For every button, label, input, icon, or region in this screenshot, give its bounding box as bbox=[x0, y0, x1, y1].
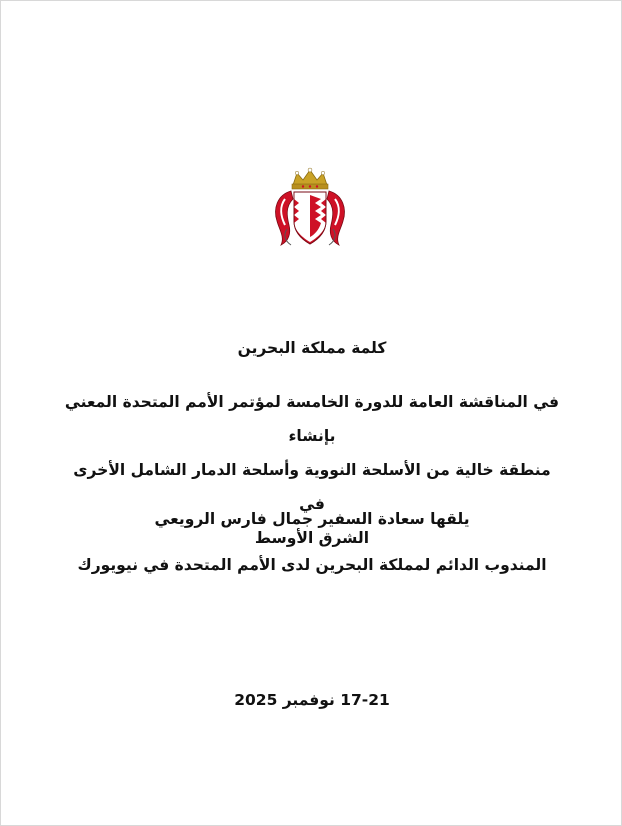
bahrain-coat-of-arms-icon bbox=[267, 165, 353, 251]
speaker-position: المندوب الدائم لمملكة البحرين لدى الأمم المتحدة في نيويورك bbox=[77, 556, 547, 574]
crown-icon bbox=[292, 168, 328, 189]
subject-line-1: في المناقشة العامة للدورة الخامسة لمؤتمر الأمم المتحدة المعني بإنشاء bbox=[64, 393, 560, 445]
speaker-name: يلقها سعادة السفير جمال فارس الرويعي bbox=[154, 510, 470, 528]
event-date: 17-21 نوفمبر 2025 bbox=[234, 691, 390, 709]
speech-subject bbox=[61, 385, 563, 555]
shield-icon bbox=[294, 192, 326, 244]
subject-line-2: منطقة خالية من الأسلحة النووية وأسلحة الدمار الشامل الأخرى في bbox=[73, 461, 551, 513]
speech-title: كلمة مملكة البحرين bbox=[237, 339, 387, 357]
subject-line-3: الشرق الأوسط bbox=[254, 529, 370, 547]
